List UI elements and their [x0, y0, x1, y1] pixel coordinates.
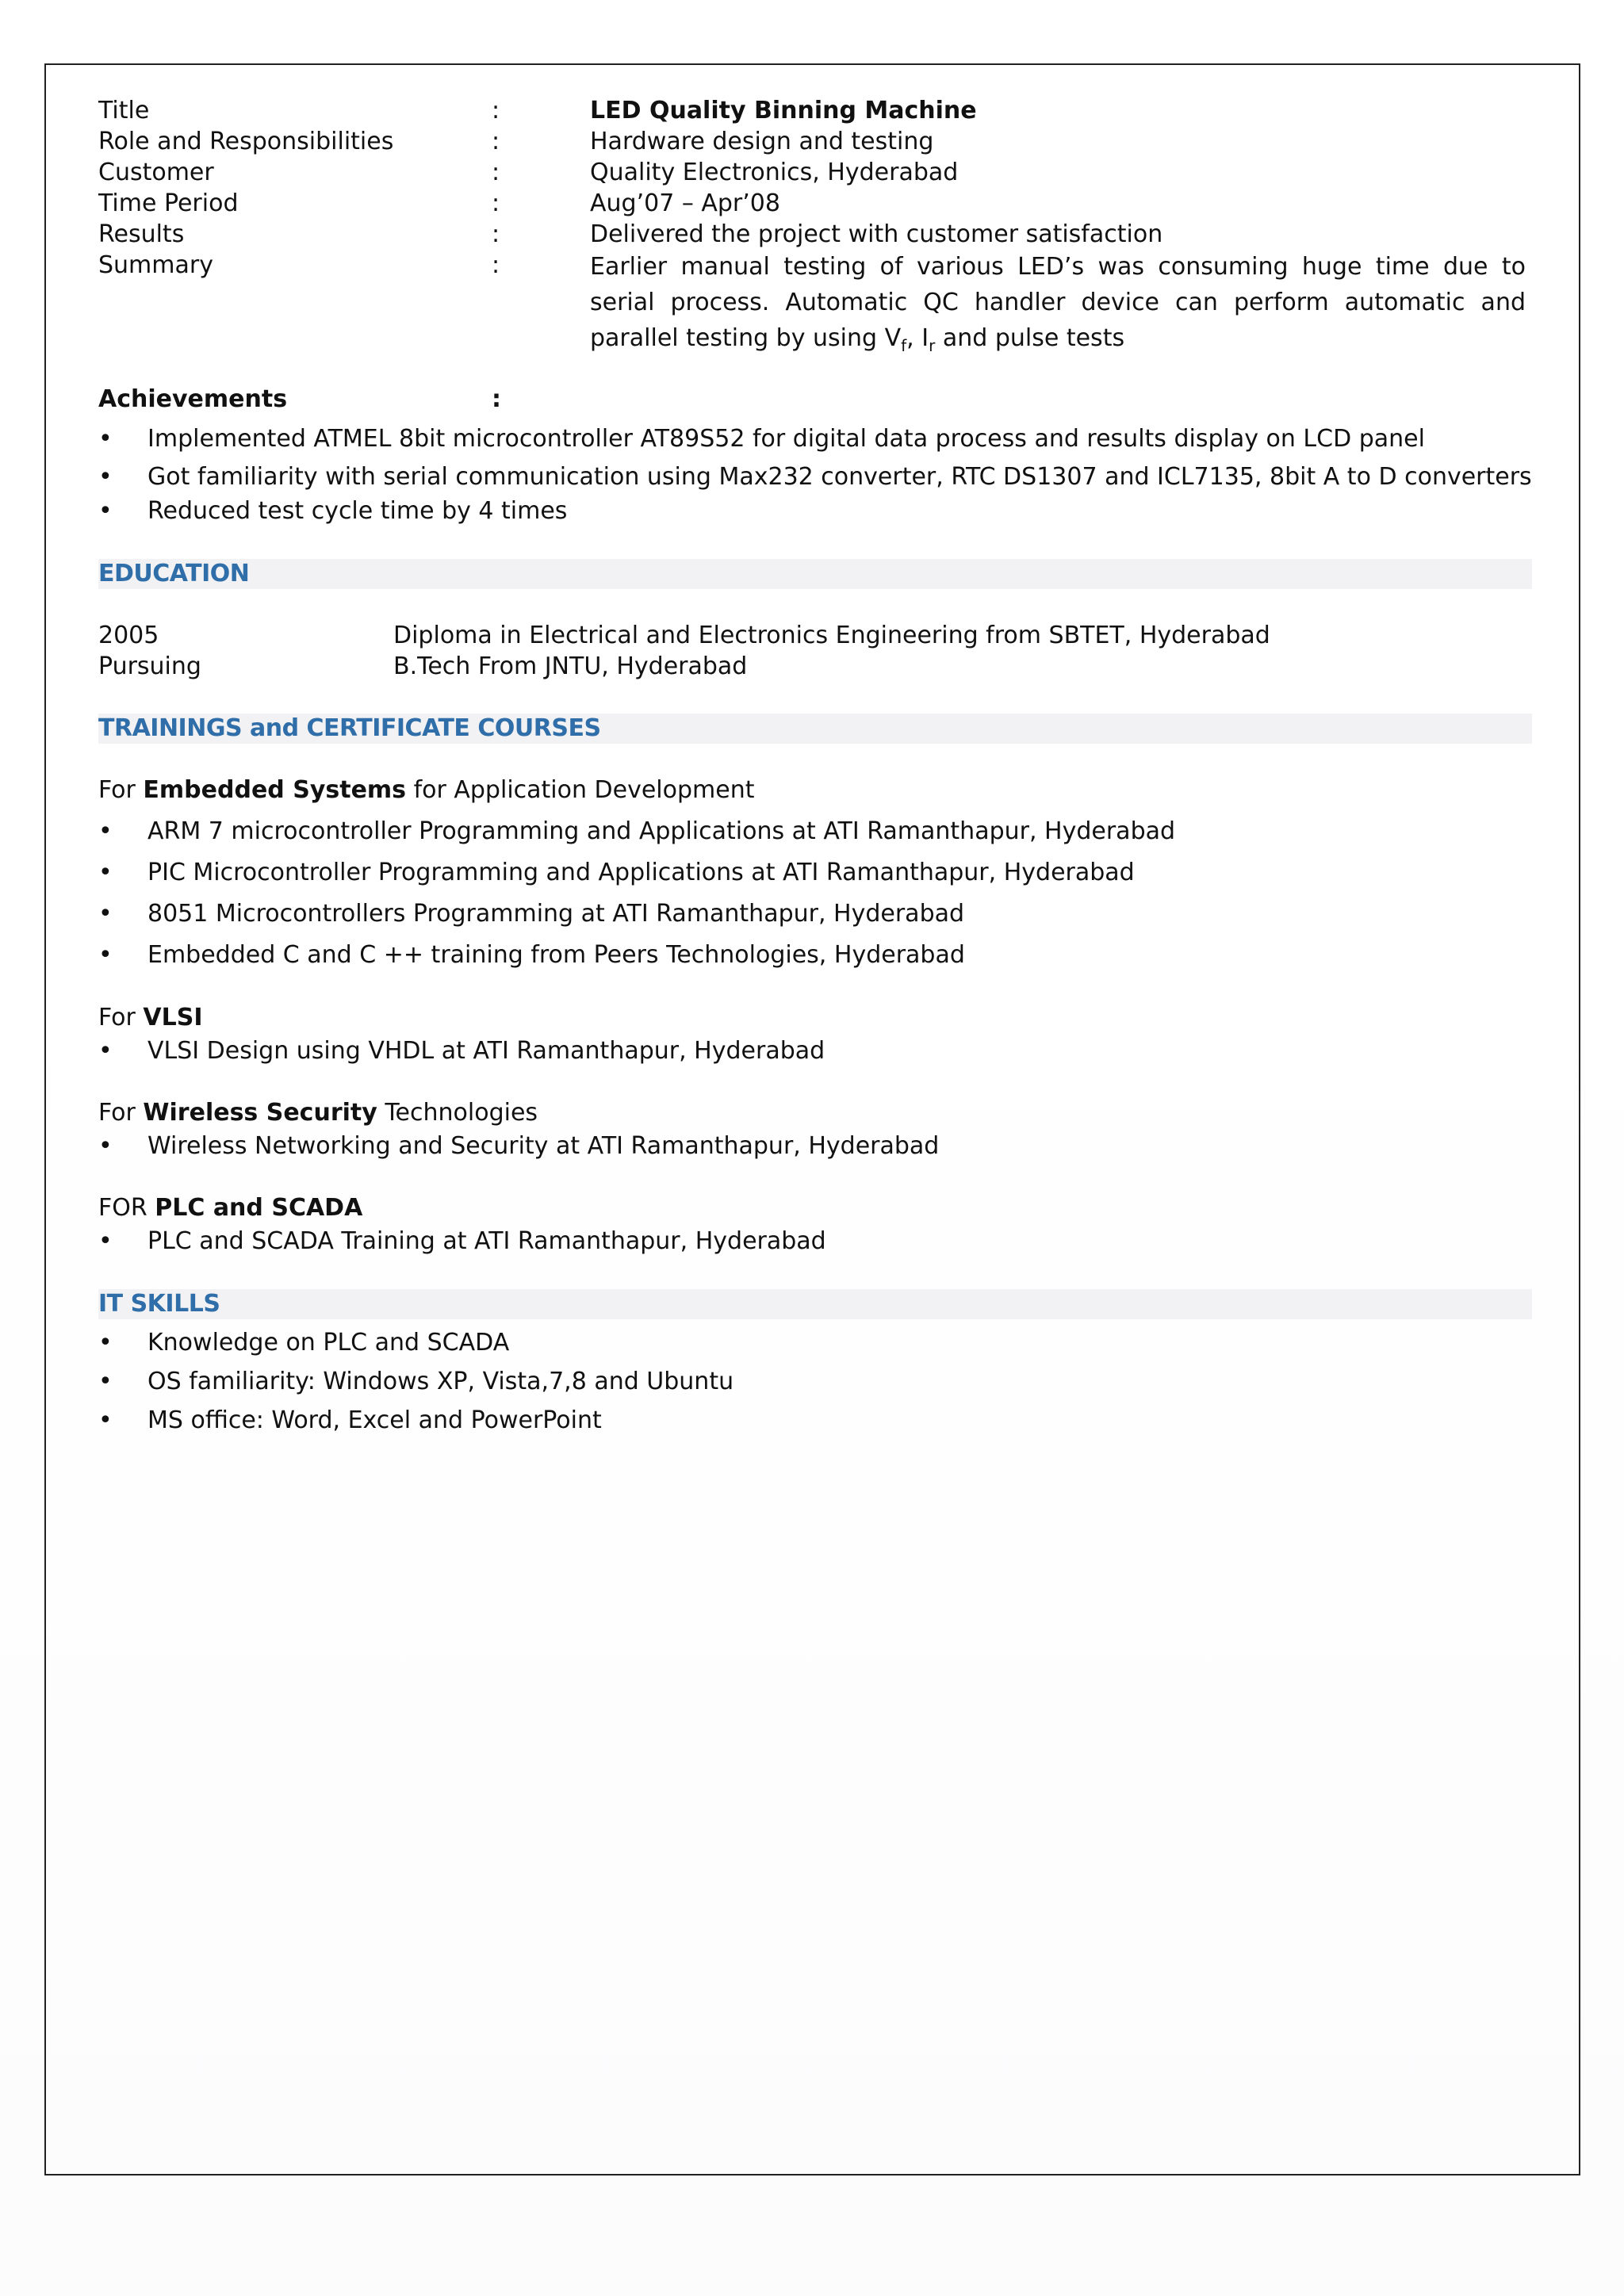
results-colon: : [492, 220, 500, 248]
bullet: • [98, 1037, 113, 1065]
bullet: • [98, 1227, 113, 1255]
bullet: • [98, 425, 113, 453]
education-year: Pursuing [98, 652, 201, 680]
achievement-item: Reduced test cycle time by 4 times [147, 497, 568, 525]
time-period-value: Aug’07 – Apr’08 [590, 189, 780, 217]
role-colon: : [492, 128, 500, 155]
training-group-vlsi [98, 1003, 203, 1033]
it-skill-item: MS office: Word, Excel and PowerPoint [147, 1406, 602, 1434]
training-item: Wireless Networking and Security at ATI Ramanthapur, Hyderabad [147, 1132, 940, 1160]
group-suffix: for Application Development [406, 776, 755, 804]
training-item: VLSI Design using VHDL at ATI Ramanthapur, Hyderabad [147, 1037, 825, 1065]
summary-end: and pulse tests [935, 324, 1125, 352]
group-prefix: For [98, 776, 144, 804]
achievement-item: Got familiarity with serial communication using Max232 converter, RTC DS1307 and ICL7135, 8bit A to D converters [147, 463, 1532, 491]
bullet: • [98, 463, 113, 491]
customer-colon: : [492, 159, 500, 186]
trainings-section-header [98, 714, 1532, 744]
achievements-colon: : [492, 385, 501, 413]
customer-label: Customer [98, 159, 214, 186]
it-skill-item: OS familiarity: Windows XP, Vista,7,8 and Ubuntu [147, 1368, 734, 1395]
bullet: • [98, 497, 113, 525]
bullet: • [98, 817, 113, 845]
summary-subscript-f: f [901, 336, 907, 355]
results-label: Results [98, 220, 185, 248]
achievement-item: Implemented ATMEL 8bit microcontroller AT89S52 for digital data process and results display on LCD panel [147, 425, 1425, 453]
summary-middle: , I [906, 324, 929, 352]
title-colon: : [492, 97, 500, 124]
trainings-heading: TRAININGS and CERTIFICATE COURSES [98, 714, 601, 742]
training-group-wireless [98, 1098, 538, 1128]
group-title: VLSI [143, 1004, 203, 1031]
bullet: • [98, 1368, 113, 1395]
group-title: Embedded Systems [143, 776, 407, 804]
role-label: Role and Responsibilities [98, 128, 394, 155]
bullet: • [98, 900, 113, 928]
it-skill-item: Knowledge on PLC and SCADA [147, 1329, 510, 1357]
group-prefix: FOR [98, 1194, 155, 1222]
education-description: Diploma in Electrical and Electronics Engineering from SBTET, Hyderabad [393, 622, 1270, 649]
bullet: • [98, 1406, 113, 1434]
summary-body: Earlier manual testing of various LED’s was consuming huge time due to serial process. Automatic QC handler device can perform automatic and parallel testing by using V [590, 253, 1526, 352]
education-description: B.Tech From JNTU, Hyderabad [393, 652, 748, 680]
bullet: • [98, 1329, 113, 1357]
bullet: • [98, 859, 113, 886]
bullet: • [98, 1132, 113, 1160]
group-title: Wireless Security [143, 1099, 377, 1127]
it-skills-heading: IT SKILLS [98, 1290, 220, 1318]
achievements-heading: Achievements [98, 385, 288, 413]
training-item: ARM 7 microcontroller Programming and Applications at ATI Ramanthapur, Hyderabad [147, 817, 1176, 845]
group-prefix: For [98, 1004, 144, 1031]
training-item: PLC and SCADA Training at ATI Ramanthapur, Hyderabad [147, 1227, 826, 1255]
customer-value: Quality Electronics, Hyderabad [590, 159, 959, 186]
results-value: Delivered the project with customer satisfaction [590, 220, 1163, 248]
training-item: 8051 Microcontrollers Programming at ATI Ramanthapur, Hyderabad [147, 900, 965, 928]
summary-colon: : [492, 251, 500, 279]
role-value: Hardware design and testing [590, 128, 934, 155]
education-heading: EDUCATION [98, 560, 250, 587]
summary-text [590, 249, 1526, 356]
bullet: • [98, 941, 113, 969]
group-prefix: For [98, 1099, 144, 1127]
group-suffix: Technologies [377, 1099, 538, 1127]
time-period-colon: : [492, 189, 500, 217]
time-period-label: Time Period [98, 189, 239, 217]
education-section-header [98, 559, 1532, 589]
training-group-plc [98, 1193, 362, 1223]
summary-label: Summary [98, 251, 213, 279]
summary-subscript-r: r [929, 336, 936, 355]
training-item: PIC Microcontroller Programming and Applications at ATI Ramanthapur, Hyderabad [147, 859, 1135, 886]
it-skills-section-header [98, 1289, 1532, 1319]
title-label: Title [98, 97, 150, 124]
education-year: 2005 [98, 622, 159, 649]
training-group-embedded [98, 775, 755, 806]
training-item: Embedded C and C ++ training from Peers Technologies, Hyderabad [147, 941, 965, 969]
group-title: PLC and SCADA [155, 1194, 363, 1222]
title-value: LED Quality Binning Machine [590, 97, 977, 124]
